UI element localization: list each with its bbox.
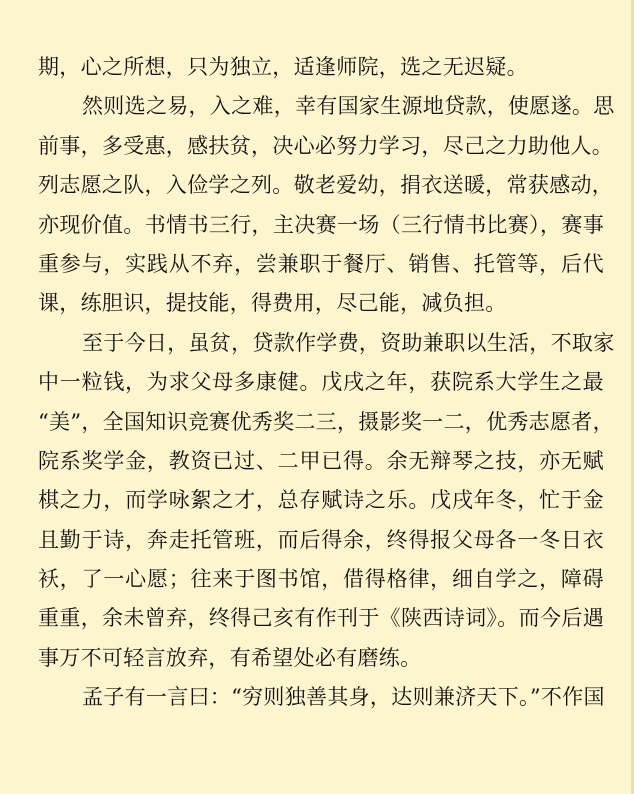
- text-line: 院系奖学金，教资已过、二甲已得。余无辩琴之技，亦无赋: [38, 448, 604, 473]
- text-line: 棋之力，而学咏絮之才，总存赋诗之乐。戊戌年冬，忙于金: [38, 488, 604, 513]
- essay-text: [38, 48, 615, 718]
- text-line: 中一粒钱，为求父母多康健。戊戌之年，获院系大学生之最: [38, 370, 604, 395]
- text-line: “美”，全国知识竞赛优秀奖二三，摄影奖一二，优秀志愿者，: [38, 409, 614, 434]
- paragraph-start-line: 至于今日，虽贫，贷款作学费，资助兼职以生活，不取家: [82, 330, 615, 355]
- text-line: 袄，了一心愿；往来于图书馆，借得格律，细自学之，障碍: [38, 567, 604, 592]
- text-line: 课，练胆识，提技能，得费用，尽己能，减负担。: [38, 291, 507, 316]
- text-line: 且勤于诗，奔走托管班，而后得余，终得报父母各一冬日衣: [38, 527, 604, 552]
- text-line: 列志愿之队，入俭学之列。敬老爱幼，捐衣送暖，常获感动，: [38, 173, 614, 198]
- paragraph-start-line: 孟子有一言曰：“穷则独善其身，达则兼济天下。”不作国: [82, 685, 605, 710]
- text-line: 事万不可轻言放弃，有希望处必有磨练。: [38, 645, 422, 670]
- text-line: 前事，多受惠，感扶贫，决心必努力学习，尽己之力助他人。: [38, 133, 614, 158]
- paragraph-start-line: 然则选之易，入之难，幸有国家生源地贷款，使愿遂。思: [82, 94, 615, 119]
- text-line: 期，心之所想，只为独立，适逢师院，选之无迟疑。: [38, 55, 528, 79]
- text-line: 重重，余未曾弃，终得己亥有作刊于《陕西诗词》。而今后遇: [38, 606, 604, 631]
- text-line: 亦现价值。书情书三行，主决赛一场（三行情书比赛），赛事: [38, 212, 604, 237]
- text-line: 重参与，实践从不弃，尝兼职于餐厅、销售、托管等，后代: [38, 251, 604, 276]
